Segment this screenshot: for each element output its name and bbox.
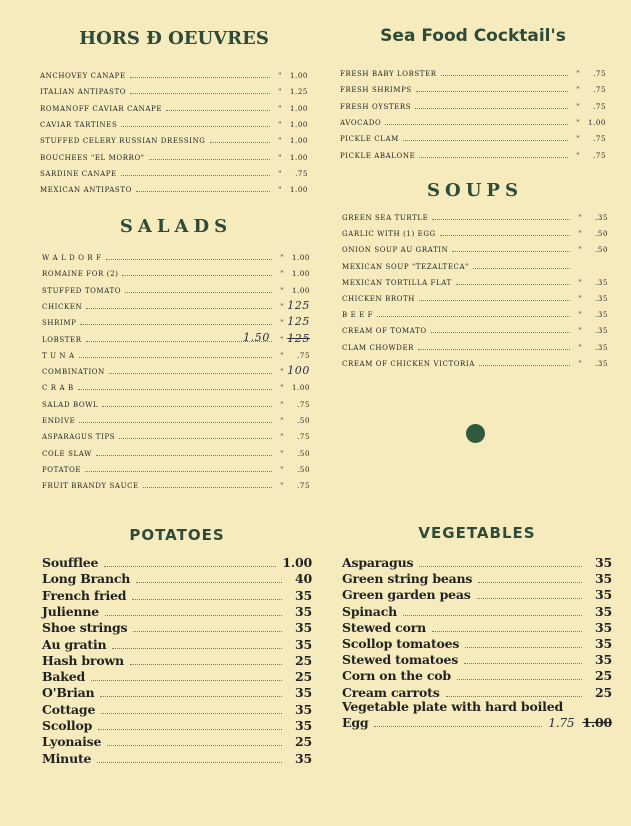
potatoes-item-label: Lyonaise bbox=[42, 734, 102, 750]
hors-item-label: SARDINE CANAPE bbox=[40, 169, 117, 178]
dot-leader bbox=[441, 75, 568, 76]
dot-leader bbox=[418, 349, 570, 350]
dot-leader bbox=[473, 268, 570, 269]
ditto-mark: " bbox=[278, 88, 282, 97]
potatoes-item bbox=[42, 684, 312, 700]
ditto-mark: " bbox=[280, 400, 284, 409]
salads-item-price: 1.00 bbox=[292, 270, 310, 279]
salads-item bbox=[42, 250, 310, 262]
salads-item bbox=[42, 315, 310, 327]
dot-leader bbox=[456, 284, 570, 285]
potatoes-section bbox=[42, 526, 312, 776]
ditto-mark: " bbox=[280, 351, 284, 360]
dot-leader bbox=[385, 124, 568, 125]
potatoes-item bbox=[42, 750, 312, 766]
soups-item-label: CREAM OF CHICKEN VICTORIA bbox=[342, 359, 475, 368]
salads-item-price: 1.00 bbox=[292, 286, 310, 295]
hors-item-price: 1.00 bbox=[290, 137, 308, 146]
potatoes-item-price: 25 bbox=[295, 652, 312, 668]
hors-item-price: 1.00 bbox=[290, 72, 308, 80]
potatoes-item-label: Long Branch bbox=[42, 571, 131, 587]
hors-section bbox=[40, 28, 308, 198]
ditto-mark: " bbox=[280, 368, 284, 377]
dot-leader bbox=[419, 157, 568, 158]
vegetables-item-label: Stewed tomatoes bbox=[342, 652, 459, 668]
seafood-item bbox=[340, 131, 606, 143]
ditto-mark: " bbox=[280, 384, 284, 393]
seafood-item-label: AVOCADO bbox=[340, 118, 382, 127]
green-dot-ornament bbox=[466, 424, 485, 443]
seafood-item-price: .75 bbox=[593, 151, 606, 160]
soups-item bbox=[342, 259, 608, 271]
dot-leader bbox=[78, 389, 272, 390]
potatoes-item bbox=[42, 603, 312, 619]
salads-item-price: .75 bbox=[297, 351, 310, 360]
vegetables-item-label: Green garden peas bbox=[342, 587, 471, 603]
salads-item-price: 1.00 bbox=[292, 384, 310, 393]
dot-leader bbox=[416, 91, 568, 92]
soups-item-price: .50 bbox=[595, 230, 608, 239]
ditto-mark: " bbox=[578, 359, 582, 368]
soups-item-price: .35 bbox=[595, 214, 608, 222]
potatoes-item bbox=[42, 652, 312, 668]
dot-leader bbox=[104, 566, 276, 567]
soups-title: SOUPS bbox=[427, 180, 523, 201]
ditto-mark: " bbox=[280, 417, 284, 425]
ditto-mark: " bbox=[576, 118, 580, 127]
salads-handwritten-price: 125 bbox=[287, 331, 310, 345]
potatoes-item-label: Au gratin bbox=[42, 636, 107, 652]
salads-item-label: ROMAINE FOR (2) bbox=[42, 270, 119, 279]
seafood-item-price: .75 bbox=[593, 135, 606, 144]
hors-item-price: 1.00 bbox=[290, 186, 308, 195]
ditto-mark: " bbox=[578, 230, 582, 239]
potatoes-item-price: 25 bbox=[295, 734, 312, 750]
dot-leader bbox=[143, 487, 272, 488]
dot-leader bbox=[86, 308, 272, 309]
vegetables-item-price: 35 bbox=[595, 555, 612, 570]
ditto-mark: " bbox=[576, 135, 580, 144]
salads-item-label: STUFFED TOMATO bbox=[42, 286, 122, 295]
potatoes-item-price: 40 bbox=[295, 571, 312, 587]
dot-leader bbox=[91, 680, 282, 681]
salads-item-price: .75 bbox=[297, 433, 310, 442]
soups-item-label: CHICKEN BROTH bbox=[342, 295, 415, 303]
potatoes-title: POTATOES bbox=[129, 526, 225, 544]
vegetable-plate-egg-label: Egg bbox=[342, 715, 369, 730]
salads-handwritten-price: 100 bbox=[287, 364, 310, 378]
dot-leader bbox=[80, 324, 272, 325]
vegetable-plate-label: Vegetable plate with hard boiled bbox=[342, 699, 563, 714]
vegetables-item bbox=[342, 603, 612, 619]
ditto-mark: " bbox=[278, 186, 282, 195]
salads-item-label: COLE SLAW bbox=[42, 449, 92, 458]
potatoes-item-label: Hash brown bbox=[42, 652, 124, 668]
soups-item-price: .50 bbox=[595, 246, 608, 255]
salads-item-label: COMBINATION bbox=[42, 368, 105, 377]
seafood-item-price: .75 bbox=[593, 86, 606, 95]
hors-title: HORS Ð OEUVRES bbox=[79, 28, 269, 49]
soups-item bbox=[342, 210, 608, 222]
dot-leader bbox=[107, 745, 282, 746]
vegetables-item-price: 35 bbox=[595, 652, 612, 668]
dot-leader bbox=[478, 582, 582, 583]
soups-item bbox=[342, 275, 608, 287]
seafood-item-label: PICKLE ABALONE bbox=[340, 151, 416, 160]
ditto-mark: " bbox=[280, 270, 284, 279]
hors-item bbox=[40, 68, 308, 80]
soups-item-price: .35 bbox=[595, 295, 608, 303]
dot-leader bbox=[432, 219, 570, 220]
potatoes-item bbox=[42, 668, 312, 684]
soups-item-price: .35 bbox=[595, 327, 608, 336]
seafood-item-price: 1.00 bbox=[588, 118, 606, 127]
ditto-mark: " bbox=[278, 120, 282, 129]
hors-item-label: STUFFED CELERY RUSSIAN DRESSING bbox=[40, 137, 206, 146]
vegetables-item bbox=[342, 635, 612, 651]
potatoes-item-label: French fried bbox=[42, 587, 127, 603]
hors-item-price: 1.00 bbox=[290, 153, 308, 162]
potatoes-item-label: Julienne bbox=[42, 603, 99, 619]
soups-item-price: .35 bbox=[595, 278, 608, 287]
dot-leader bbox=[136, 191, 270, 192]
salads-item-label: LOBSTER bbox=[42, 335, 82, 344]
salads-item-label: FRUIT BRANDY SAUCE bbox=[42, 482, 139, 491]
salads-item-price: .50 bbox=[297, 465, 310, 474]
hors-item bbox=[40, 182, 308, 194]
dot-leader bbox=[130, 93, 270, 94]
dot-leader bbox=[432, 631, 582, 632]
salads-item-price: .75 bbox=[297, 400, 310, 409]
dot-leader bbox=[419, 300, 570, 301]
salads-item-price: 1.00 bbox=[292, 254, 310, 262]
soups-item bbox=[342, 226, 608, 238]
salads-item bbox=[42, 397, 310, 409]
salads-item bbox=[42, 446, 310, 458]
salads-item bbox=[42, 332, 310, 344]
dot-leader bbox=[464, 663, 582, 664]
seafood-item bbox=[340, 99, 606, 111]
salads-handwritten-price: 125 bbox=[287, 315, 310, 329]
vegetables-item-price: 35 bbox=[595, 619, 612, 635]
ditto-mark: " bbox=[576, 102, 580, 111]
vegetable-plate-old-price: 1.00 bbox=[582, 715, 612, 730]
potatoes-item-price: 35 bbox=[295, 603, 312, 619]
vegetables-item bbox=[342, 619, 612, 635]
ditto-mark: " bbox=[578, 343, 582, 352]
ditto-mark: " bbox=[280, 433, 284, 442]
hors-item-label: ITALIAN ANTIPASTO bbox=[40, 88, 127, 97]
seafood-item-label: PICKLE CLAM bbox=[340, 135, 399, 144]
potatoes-item-price: 1.00 bbox=[282, 555, 312, 570]
potatoes-item-label: Minute bbox=[42, 750, 92, 766]
ditto-mark: " bbox=[280, 286, 284, 295]
dot-leader bbox=[112, 648, 282, 649]
vegetables-item-price: 25 bbox=[595, 668, 612, 684]
salads-item bbox=[42, 283, 310, 295]
dot-leader bbox=[440, 235, 570, 236]
vegetables-item-price: 35 bbox=[595, 636, 612, 651]
soups-item-price: .35 bbox=[595, 359, 608, 368]
potatoes-item-label: Soufflee bbox=[42, 555, 99, 570]
vegetables-title: VEGETABLES bbox=[418, 524, 536, 542]
vegetables-item-label: Spinach bbox=[342, 603, 398, 619]
hors-item bbox=[40, 84, 308, 96]
vegetable-plate-hand-price: 1.75 bbox=[548, 716, 575, 730]
salads-item-label: CHICKEN bbox=[42, 302, 83, 311]
hors-item bbox=[40, 133, 308, 145]
soups-item bbox=[342, 356, 608, 368]
vegetables-item-label: Asparagus bbox=[342, 555, 414, 570]
dot-leader bbox=[477, 598, 582, 599]
dot-leader bbox=[457, 679, 582, 680]
salads-item bbox=[42, 299, 310, 311]
salads-item bbox=[42, 478, 310, 490]
hors-item-price: 1.00 bbox=[290, 120, 308, 129]
dot-leader bbox=[465, 647, 582, 648]
ditto-mark: " bbox=[278, 169, 282, 178]
soups-item-label: B E E F bbox=[342, 311, 374, 320]
salads-item-price: .50 bbox=[297, 417, 310, 425]
salads-item bbox=[42, 348, 310, 360]
vegetables-item bbox=[342, 586, 612, 602]
vegetables-item bbox=[342, 570, 612, 586]
potatoes-item-label: Cottage bbox=[42, 701, 96, 717]
soups-item-label: GREEN SEA TURTLE bbox=[342, 214, 429, 222]
potatoes-item bbox=[42, 701, 312, 717]
ditto-mark: " bbox=[578, 278, 582, 287]
ditto-mark: " bbox=[280, 319, 284, 328]
potatoes-item-price: 35 bbox=[295, 750, 312, 766]
dot-leader bbox=[109, 373, 272, 374]
seafood-item-price: .75 bbox=[593, 102, 606, 111]
dot-leader bbox=[446, 696, 582, 697]
ditto-mark: " bbox=[578, 311, 582, 320]
dot-leader bbox=[96, 455, 272, 456]
salads-item bbox=[42, 429, 310, 441]
potatoes-item-label: Scollop bbox=[42, 718, 93, 733]
vegetables-item-label: Stewed corn bbox=[342, 619, 426, 635]
soups-item bbox=[342, 291, 608, 303]
soups-item bbox=[342, 340, 608, 352]
hors-item bbox=[40, 150, 308, 162]
ditto-mark: " bbox=[278, 72, 282, 80]
potatoes-item bbox=[42, 619, 312, 635]
salads-item-label: ASPARAGUS TIPS bbox=[42, 433, 116, 442]
dot-leader bbox=[79, 357, 272, 358]
salads-item-label: SHRIMP bbox=[42, 319, 77, 328]
vegetables-item-label: Cream carrots bbox=[342, 684, 440, 700]
salads-item-price: .50 bbox=[297, 449, 310, 458]
hors-item-label: ROMANOFF CAVIAR CANAPE bbox=[40, 104, 163, 113]
soups-item-label: GARLIC WITH (1) EGG bbox=[342, 230, 436, 239]
dot-leader bbox=[79, 422, 272, 423]
soups-item-price: .35 bbox=[595, 343, 608, 352]
ditto-mark: " bbox=[578, 327, 582, 336]
dot-leader bbox=[97, 762, 282, 763]
soups-item-label: ONION SOUP AU GRATIN bbox=[342, 246, 449, 255]
hors-item bbox=[40, 166, 308, 178]
vegetables-item-label: Corn on the cob bbox=[342, 668, 451, 684]
soups-item-label: MEXICAN SOUP "TEZALTECA" bbox=[342, 262, 469, 271]
dot-leader bbox=[100, 696, 282, 697]
dot-leader bbox=[210, 142, 270, 143]
dot-leader bbox=[122, 275, 272, 276]
hors-item-price: 1.00 bbox=[290, 104, 308, 113]
soups-item-price: .35 bbox=[595, 311, 608, 320]
potatoes-item-label: O'Brian bbox=[42, 685, 95, 701]
potatoes-item bbox=[42, 636, 312, 652]
seafood-item bbox=[340, 148, 606, 160]
dot-leader bbox=[149, 159, 270, 160]
potatoes-item bbox=[42, 587, 312, 603]
vegetables-section bbox=[342, 524, 612, 744]
vegetables-item-price: 25 bbox=[595, 684, 612, 700]
salads-title: SALADS bbox=[119, 216, 233, 237]
ditto-mark: " bbox=[278, 153, 282, 162]
ditto-mark: " bbox=[280, 482, 284, 491]
vegetables-item-label: Scollop tomatoes bbox=[342, 636, 460, 651]
soups-section bbox=[342, 180, 608, 380]
seafood-item-price: .75 bbox=[593, 70, 606, 78]
dot-leader bbox=[136, 582, 282, 583]
potatoes-item-label: Baked bbox=[42, 669, 86, 685]
dot-leader bbox=[133, 631, 282, 632]
dot-leader bbox=[403, 140, 568, 141]
salads-item-label: W A L D O R F bbox=[42, 254, 102, 262]
salads-item-label: POTATOE bbox=[42, 465, 82, 474]
salads-item bbox=[42, 364, 310, 376]
ditto-mark: " bbox=[280, 302, 284, 311]
seafood-item-label: FRESH BABY LOBSTER bbox=[340, 70, 437, 78]
seafood-item-label: FRESH SHRIMPS bbox=[340, 86, 412, 95]
dot-leader bbox=[119, 438, 272, 439]
vegetables-item-price: 35 bbox=[595, 587, 612, 603]
salads-item-label: SALAD BOWL bbox=[42, 400, 99, 409]
dot-leader bbox=[403, 615, 582, 616]
dot-leader bbox=[102, 406, 272, 407]
potatoes-item-price: 35 bbox=[295, 587, 312, 603]
dot-leader bbox=[415, 108, 568, 109]
salads-item-label: ENDIVE bbox=[42, 417, 76, 425]
potatoes-item-price: 35 bbox=[295, 718, 312, 733]
vegetable-plate-line2 bbox=[342, 714, 612, 730]
salads-item bbox=[42, 413, 310, 425]
soups-item bbox=[342, 307, 608, 319]
salads-item-label: T U N A bbox=[42, 351, 75, 360]
ditto-mark: " bbox=[280, 254, 284, 262]
dot-leader bbox=[106, 259, 272, 260]
dot-leader bbox=[419, 566, 582, 567]
hors-item-price: .75 bbox=[295, 169, 308, 178]
potatoes-item-label: Shoe strings bbox=[42, 620, 128, 636]
potatoes-item-price: 35 bbox=[295, 701, 312, 717]
seafood-title: Sea Food Cocktail's bbox=[380, 26, 566, 46]
dot-leader bbox=[166, 110, 270, 111]
dot-leader bbox=[431, 332, 570, 333]
ditto-mark: " bbox=[576, 70, 580, 78]
seafood-item bbox=[340, 115, 606, 127]
vegetables-item bbox=[342, 651, 612, 667]
hors-item-label: ANCHOVEY CANAPE bbox=[40, 72, 126, 80]
potatoes-item-price: 25 bbox=[295, 669, 312, 685]
soups-item bbox=[342, 323, 608, 335]
soups-item-label: CREAM OF TOMATO bbox=[342, 327, 427, 336]
soups-item bbox=[342, 242, 608, 254]
dot-leader bbox=[125, 292, 272, 293]
hors-item bbox=[40, 101, 308, 113]
vegetable-plate-line1 bbox=[342, 698, 612, 714]
hors-item-label: BOUCHEES "EL MORRO" bbox=[40, 153, 145, 162]
soups-item-label: MEXICAN TORTILLA FLAT bbox=[342, 278, 452, 287]
salads-handwritten-note: 1.50 bbox=[243, 330, 270, 344]
potatoes-item bbox=[42, 733, 312, 749]
seafood-item-label: FRESH OYSTERS bbox=[340, 102, 412, 111]
seafood-section bbox=[340, 26, 606, 166]
dot-leader bbox=[105, 615, 282, 616]
salads-item bbox=[42, 266, 310, 278]
potatoes-item bbox=[42, 717, 312, 733]
hors-item-label: CAVIAR TARTINES bbox=[40, 120, 118, 129]
vegetables-item-price: 35 bbox=[595, 603, 612, 619]
salads-section bbox=[42, 216, 310, 496]
dot-leader bbox=[479, 365, 570, 366]
dot-leader bbox=[377, 316, 570, 317]
hors-item-label: MEXICAN ANTIPASTO bbox=[40, 186, 132, 195]
seafood-item bbox=[340, 66, 606, 78]
potatoes-item-price: 35 bbox=[295, 685, 312, 701]
dot-leader bbox=[101, 713, 282, 714]
ditto-mark: " bbox=[578, 214, 582, 222]
salads-item bbox=[42, 462, 310, 474]
potatoes-item-price: 35 bbox=[295, 636, 312, 652]
ditto-mark: " bbox=[278, 137, 282, 146]
soups-item-label: CLAM CHOWDER bbox=[342, 343, 415, 352]
vegetables-item-price: 35 bbox=[595, 571, 612, 587]
dot-leader bbox=[130, 664, 282, 665]
potatoes-item bbox=[42, 554, 312, 570]
salads-item bbox=[42, 380, 310, 392]
dot-leader bbox=[132, 599, 282, 600]
ditto-mark: " bbox=[576, 86, 580, 95]
dot-leader bbox=[98, 729, 282, 730]
dot-leader bbox=[121, 175, 270, 176]
potatoes-item bbox=[42, 570, 312, 586]
potatoes-item-price: 35 bbox=[295, 620, 312, 636]
salads-item-label: C R A B bbox=[42, 384, 74, 393]
ditto-mark: " bbox=[578, 295, 582, 303]
hors-item-price: 1.25 bbox=[290, 88, 308, 97]
salads-handwritten-price: 125 bbox=[287, 298, 310, 312]
ditto-mark: " bbox=[278, 104, 282, 113]
salads-item-price: .75 bbox=[297, 482, 310, 491]
dot-leader bbox=[452, 251, 570, 252]
ditto-mark: " bbox=[280, 465, 284, 474]
ditto-mark: " bbox=[280, 335, 284, 344]
dot-leader bbox=[130, 77, 270, 78]
vegetables-item-label: Green string beans bbox=[342, 571, 473, 587]
hors-item bbox=[40, 117, 308, 129]
ditto-mark: " bbox=[280, 449, 284, 458]
vegetables-item bbox=[342, 554, 612, 570]
dot-leader bbox=[121, 126, 270, 127]
ditto-mark: " bbox=[576, 151, 580, 160]
ditto-mark: " bbox=[578, 246, 582, 255]
seafood-item bbox=[340, 82, 606, 94]
dot-leader bbox=[85, 471, 272, 472]
vegetables-item bbox=[342, 667, 612, 683]
